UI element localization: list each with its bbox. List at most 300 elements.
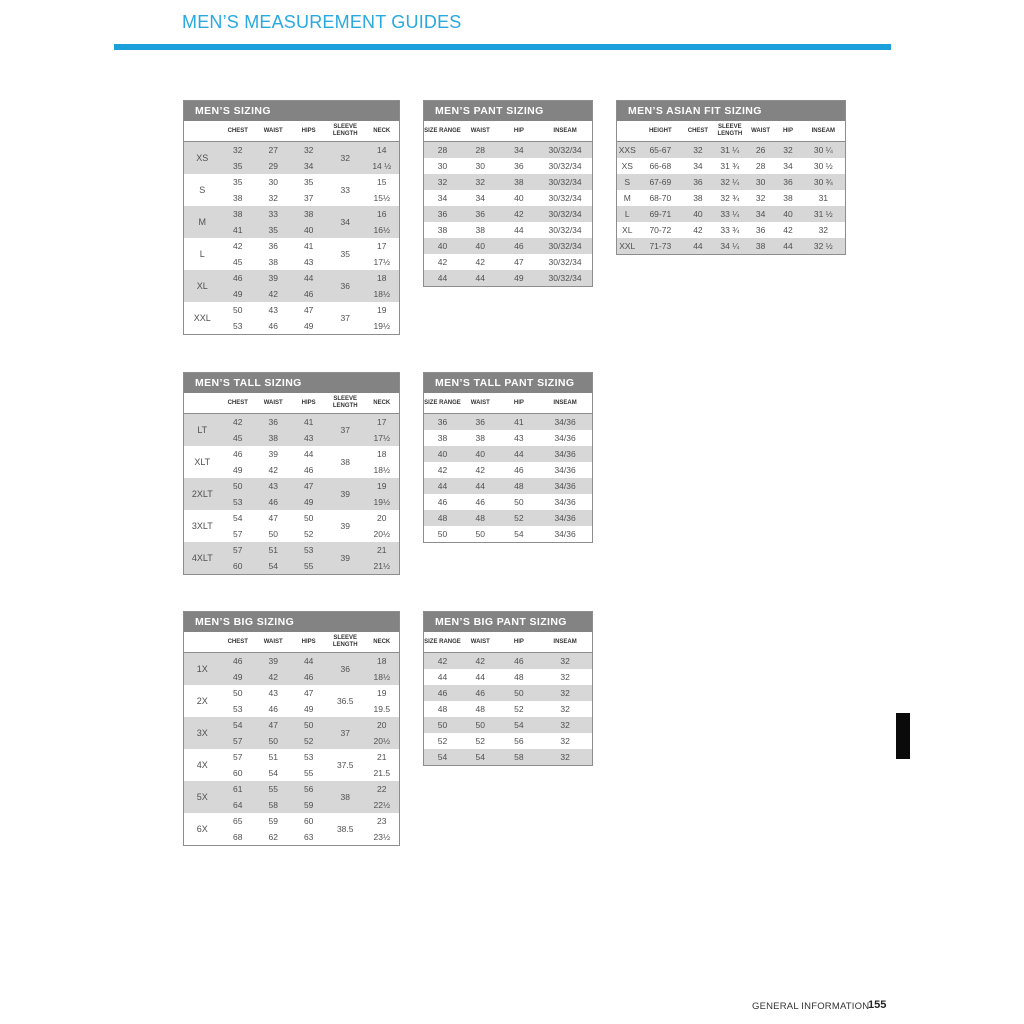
table-cell: 34: [437, 193, 448, 203]
table-cell: 54: [514, 529, 524, 539]
table-cell: 46: [291, 286, 325, 302]
table-cell: 68: [233, 832, 243, 842]
size-label-cell: S: [199, 185, 206, 195]
page-title: MEN’S MEASUREMENT GUIDES: [182, 12, 462, 32]
table-cell: 50: [437, 529, 448, 539]
table-cell: 30/32/34: [538, 174, 592, 190]
table-cell: 30: [268, 177, 278, 187]
table-cell: 46: [233, 449, 243, 459]
table-cell: XXL: [617, 238, 638, 254]
table-cell: 42: [255, 669, 292, 685]
table-cell: 14 ½: [365, 158, 399, 174]
column-header: [184, 632, 221, 653]
table-cell: 32: [560, 704, 570, 714]
table-row: [424, 430, 592, 446]
table-cell: 47: [268, 513, 278, 523]
size-label-cell: 3X: [184, 717, 221, 749]
table-cell: 36: [514, 161, 524, 171]
table-cell: 20: [377, 513, 387, 523]
table-cell: 38: [437, 433, 448, 443]
table-cell: 20½: [373, 529, 391, 539]
table-cell: 50: [268, 529, 278, 539]
table-cell: 54: [221, 717, 255, 733]
table-cell: 46: [291, 669, 325, 685]
size-table-grid: [184, 632, 399, 845]
size-label-cell: 1X: [184, 653, 221, 686]
table-row: [184, 542, 399, 558]
table-cell: 38: [233, 193, 243, 203]
column-header: INSEAM: [802, 121, 845, 142]
table-cell: 38: [475, 433, 485, 443]
table-cell: 65-67: [638, 142, 684, 159]
table-cell: 18½: [365, 286, 399, 302]
table-cell: 36: [255, 414, 292, 431]
table-cell: 42: [221, 414, 255, 431]
table-cell: 42: [693, 225, 703, 235]
table-head: [184, 121, 399, 142]
table-cell: 34 ¼: [713, 238, 747, 254]
size-table-grid: [424, 393, 592, 542]
table-cell: 31 ¼: [713, 142, 747, 159]
table-cell: 48: [475, 704, 485, 714]
table-cell: 31: [818, 193, 829, 203]
sleeve-length-cell: 37: [340, 313, 350, 323]
table-cell: 69-71: [638, 206, 684, 222]
column-header: WAIST: [255, 632, 292, 653]
table-cell: 36: [774, 174, 801, 190]
column-header: [617, 121, 638, 142]
table-body: [424, 414, 592, 543]
table-cell: 54: [500, 717, 539, 733]
table-row: [424, 238, 592, 254]
table-head: [617, 121, 845, 142]
table-cell: 39: [268, 449, 278, 459]
sleeve-length-cell: 39: [326, 542, 365, 574]
sleeve-length-cell: 32: [326, 142, 365, 175]
table-cell: 36: [268, 241, 278, 251]
table-row: [184, 781, 399, 797]
column-header: INSEAM: [538, 393, 592, 414]
table-cell: 51: [268, 752, 278, 762]
table-cell: 52: [291, 733, 325, 749]
column-header: HIP: [500, 393, 539, 414]
table-cell: 32: [755, 193, 766, 203]
table-cell: L: [617, 206, 638, 222]
table-cell: 30/32/34: [548, 225, 582, 235]
column-header: SLEEVE LENGTH: [713, 121, 747, 142]
table-row: [184, 510, 399, 526]
table-row: [617, 158, 845, 174]
table-cell: 38: [783, 193, 793, 203]
column-header: HIP: [774, 121, 801, 142]
table-cell: 38: [475, 225, 485, 235]
table-cell: 32: [291, 142, 325, 159]
size-label-cell: XS: [184, 142, 221, 175]
table-cell: 46: [475, 497, 485, 507]
table-row: [184, 749, 399, 765]
table-row: [424, 526, 592, 542]
table-cell: 30: [747, 174, 774, 190]
table-cell: 43: [291, 430, 325, 446]
table-cell: 18: [377, 449, 387, 459]
header-row: [424, 632, 592, 653]
table-cell: 30/32/34: [538, 142, 592, 159]
table-cell: 59: [291, 797, 325, 813]
table-cell: 55: [291, 558, 325, 574]
table-head: [184, 632, 399, 653]
table-cell: 47: [514, 257, 524, 267]
table-cell: 46: [221, 270, 255, 286]
size-label-cell: 4XLT: [184, 542, 221, 574]
table-cell: 64: [221, 797, 255, 813]
mens-sizing-table: [183, 100, 400, 335]
table-cell: 47: [291, 478, 325, 494]
column-header: NECK: [365, 121, 399, 142]
table-cell: 32: [560, 672, 570, 682]
table-cell: 32 ¼: [713, 174, 747, 190]
table-cell: 53: [291, 542, 325, 558]
sleeve-length-cell: 38: [326, 781, 365, 813]
size-label-cell: 2XLT: [184, 478, 221, 510]
table-cell: 44: [514, 225, 524, 235]
table-cell: 32: [538, 717, 592, 733]
table-cell: 18: [365, 653, 399, 670]
table-cell: 38: [221, 206, 255, 222]
table-row: [424, 142, 592, 159]
size-label-cell: 6X: [196, 824, 208, 834]
column-header: HIPS: [291, 121, 325, 142]
table-cell: 38: [693, 193, 703, 203]
table-title: MEN’S SIZING: [184, 101, 399, 121]
table-cell: 44: [291, 270, 325, 286]
table-cell: 34/36: [554, 529, 576, 539]
table-cell: 43: [303, 257, 314, 267]
table-body: [184, 142, 399, 335]
table-cell: 40: [514, 193, 524, 203]
table-cell: 21½: [365, 558, 399, 574]
table-cell: 34/36: [538, 414, 592, 431]
table-cell: 53: [233, 321, 243, 331]
table-cell: 49: [303, 321, 314, 331]
table-cell: 56: [291, 781, 325, 797]
table-row: [424, 206, 592, 222]
table-cell: 48: [424, 510, 461, 526]
table-cell: 32: [774, 142, 801, 159]
table-cell: 22: [365, 781, 399, 797]
table-cell: 38: [747, 238, 774, 254]
table-row: [184, 174, 399, 190]
table-cell: 52: [514, 704, 524, 714]
column-header: SLEEVE LENGTH: [326, 121, 365, 142]
table-cell: 41: [291, 414, 325, 431]
table-cell: 36: [683, 174, 713, 190]
size-label-cell: XLT: [194, 457, 211, 467]
table-row: [424, 685, 592, 701]
column-header: SLEEVE LENGTH: [326, 632, 365, 653]
table-cell: 23: [377, 816, 387, 826]
table-row: [424, 222, 592, 238]
table-cell: 67-69: [638, 174, 684, 190]
table-row: [424, 653, 592, 670]
table-cell: 44: [291, 653, 325, 670]
size-label-cell: 3XLT: [191, 521, 213, 531]
table-cell: 42: [783, 225, 793, 235]
header-row: [424, 393, 592, 414]
table-cell: 27: [255, 142, 292, 159]
table-cell: 19½: [373, 321, 391, 331]
sleeve-length-cell: 38: [340, 457, 350, 467]
table-cell: 34: [783, 161, 793, 171]
table-cell: 30 ½: [813, 161, 833, 171]
table-cell: 50: [233, 305, 243, 315]
table-row: [184, 302, 399, 318]
table-cell: 34/36: [538, 478, 592, 494]
table-cell: 46: [221, 653, 255, 670]
table-cell: 50: [514, 497, 524, 507]
table-cell: 57: [221, 542, 255, 558]
size-table-grid: [424, 632, 592, 765]
table-cell: 46: [500, 653, 539, 670]
table-row: [184, 142, 399, 159]
size-label-cell: XL: [184, 270, 221, 302]
table-cell: 32: [538, 685, 592, 701]
table-cell: 61: [221, 781, 255, 797]
table-cell: 20½: [365, 733, 399, 749]
size-label-cell: 2X: [196, 696, 208, 706]
column-header: NECK: [365, 632, 399, 653]
table-cell: M: [623, 193, 631, 203]
table-cell: 45: [233, 257, 243, 267]
header-row: [617, 121, 845, 142]
table-cell: 53: [303, 752, 314, 762]
table-cell: 26: [747, 142, 774, 159]
table-cell: 42: [268, 465, 278, 475]
table-cell: 22½: [365, 797, 399, 813]
table-cell: 70-72: [649, 225, 672, 235]
column-header: INSEAM: [538, 121, 592, 142]
table-cell: 36: [755, 225, 766, 235]
table-row: [617, 174, 845, 190]
column-header: SIZE RANGE: [424, 121, 461, 142]
size-label-cell: LT: [184, 414, 221, 447]
column-header: NECK: [365, 393, 399, 414]
table-cell: 49: [303, 704, 314, 714]
mens-big-pant-sizing-table: [423, 611, 593, 766]
table-cell: 40: [424, 238, 461, 254]
table-cell: 54: [268, 768, 278, 778]
column-header: WAIST: [255, 121, 292, 142]
table-cell: 51: [255, 542, 292, 558]
table-cell: 42: [475, 465, 485, 475]
sleeve-length-cell: 35: [340, 249, 350, 259]
table-cell: 14: [365, 142, 399, 159]
table-cell: 38: [268, 257, 278, 267]
table-cell: 44: [303, 449, 314, 459]
table-body: [184, 653, 399, 846]
table-cell: 53: [221, 494, 255, 510]
table-cell: 46: [461, 685, 500, 701]
table-cell: 34: [747, 206, 774, 222]
table-cell: 54: [424, 749, 461, 765]
table-cell: 17: [377, 241, 387, 251]
table-cell: 55: [303, 768, 314, 778]
table-cell: 57: [233, 529, 243, 539]
table-cell: 33: [255, 206, 292, 222]
table-cell: 34: [475, 193, 485, 203]
table-cell: 36: [461, 206, 500, 222]
table-cell: 50: [291, 717, 325, 733]
table-body: [424, 653, 592, 766]
table-cell: 44: [461, 478, 500, 494]
column-header: WAIST: [461, 393, 500, 414]
table-cell: S: [617, 174, 638, 190]
table-cell: 43: [268, 688, 278, 698]
column-header: HEIGHT: [638, 121, 684, 142]
table-cell: 45: [221, 430, 255, 446]
mens-pant-sizing-table: [423, 100, 593, 287]
column-header: [184, 393, 221, 414]
table-cell: 62: [268, 832, 278, 842]
sleeve-length-cell: 37: [326, 717, 365, 749]
sleeve-length-cell: 37.5: [336, 760, 354, 770]
table-cell: 34/36: [554, 433, 576, 443]
table-cell: 48: [500, 478, 539, 494]
table-body: [617, 142, 845, 255]
table-cell: 19.5: [373, 704, 391, 714]
table-cell: 50: [303, 513, 314, 523]
table-cell: 32: [268, 193, 278, 203]
size-table-grid: [184, 393, 399, 574]
table-cell: 48: [514, 672, 524, 682]
column-header: WAIST: [747, 121, 774, 142]
column-header: SIZE RANGE: [424, 393, 461, 414]
table-cell: 44: [500, 446, 539, 462]
table-row: [424, 174, 592, 190]
mens-tall-sizing-table: [183, 372, 400, 575]
table-cell: 49: [500, 270, 539, 286]
table-row: [424, 669, 592, 685]
section-edge-tab: [896, 713, 910, 759]
table-cell: 41: [500, 414, 539, 431]
table-title: MEN’S PANT SIZING: [424, 101, 592, 121]
table-cell: 50: [461, 717, 500, 733]
table-row: [184, 478, 399, 494]
table-cell: 54: [233, 513, 243, 523]
table-cell: 41: [221, 222, 255, 238]
mens-asian-fit-sizing-table: [616, 100, 846, 255]
size-label-cell: 5X: [184, 781, 221, 813]
table-cell: 60: [221, 558, 255, 574]
table-cell: 19: [377, 688, 387, 698]
size-label-cell: M: [184, 206, 221, 238]
table-title: MEN’S TALL PANT SIZING: [424, 373, 592, 393]
table-cell: 52: [437, 736, 448, 746]
table-cell: 46: [424, 685, 461, 701]
table-cell: 18½: [365, 669, 399, 685]
table-cell: 50: [424, 717, 461, 733]
table-cell: 44: [437, 672, 448, 682]
column-header: HIP: [500, 121, 539, 142]
table-cell: 40: [461, 446, 500, 462]
table-cell: 42: [461, 653, 500, 670]
table-cell: 46: [268, 321, 278, 331]
table-row: [184, 717, 399, 733]
table-cell: 30/32/34: [548, 161, 582, 171]
table-cell: 46: [500, 238, 539, 254]
table-cell: 38: [255, 430, 292, 446]
table-cell: 46: [255, 494, 292, 510]
table-row: [617, 222, 845, 238]
table-cell: 34: [693, 161, 703, 171]
table-cell: 18: [365, 270, 399, 286]
table-cell: 38: [291, 206, 325, 222]
table-cell: 42: [500, 206, 539, 222]
table-cell: 16: [365, 206, 399, 222]
table-cell: 52: [475, 736, 485, 746]
table-cell: 34/36: [554, 497, 576, 507]
table-cell: 50: [221, 478, 255, 494]
table-cell: 34/36: [538, 510, 592, 526]
page-number: 155: [868, 999, 887, 1011]
table-row: [184, 206, 399, 222]
table-cell: 30: [437, 161, 448, 171]
table-cell: 43: [268, 305, 278, 315]
table-body: [184, 414, 399, 575]
size-label-cell: XXL: [193, 313, 211, 323]
table-cell: 30 ¾: [802, 174, 845, 190]
column-header: INSEAM: [538, 632, 592, 653]
size-label-cell: L: [199, 249, 205, 259]
table-cell: 32: [461, 174, 500, 190]
table-cell: 46: [514, 465, 524, 475]
table-row: [424, 701, 592, 717]
table-cell: 47: [303, 305, 314, 315]
table-cell: 32 ¾: [720, 193, 740, 203]
table-cell: 42: [255, 286, 292, 302]
table-cell: 44: [461, 270, 500, 286]
table-cell: 34/36: [538, 446, 592, 462]
table-cell: 42: [437, 465, 448, 475]
column-header: CHEST: [683, 121, 713, 142]
table-cell: 47: [303, 688, 314, 698]
table-title: MEN’S BIG SIZING: [184, 612, 399, 632]
table-cell: 46: [437, 497, 448, 507]
column-header: HIPS: [291, 632, 325, 653]
table-cell: 48: [461, 510, 500, 526]
table-cell: 42: [233, 241, 243, 251]
header-row: [184, 632, 399, 653]
column-header: [184, 121, 221, 142]
column-header: SLEEVE LENGTH: [326, 393, 365, 414]
sleeve-length-cell: 38.5: [336, 824, 354, 834]
table-cell: 34/36: [554, 465, 576, 475]
table-cell: 58: [500, 749, 539, 765]
table-cell: 34: [291, 158, 325, 174]
table-cell: 29: [255, 158, 292, 174]
table-cell: 32: [538, 749, 592, 765]
table-cell: 41: [303, 241, 314, 251]
table-cell: 54: [255, 558, 292, 574]
table-cell: 32: [683, 142, 713, 159]
table-cell: 60: [303, 816, 314, 826]
table-cell: 58: [255, 797, 292, 813]
table-cell: 53: [233, 704, 243, 714]
table-cell: 36: [424, 414, 461, 431]
table-row: [617, 190, 845, 206]
table-cell: 38: [437, 225, 448, 235]
table-row: [424, 190, 592, 206]
table-row: [184, 685, 399, 701]
